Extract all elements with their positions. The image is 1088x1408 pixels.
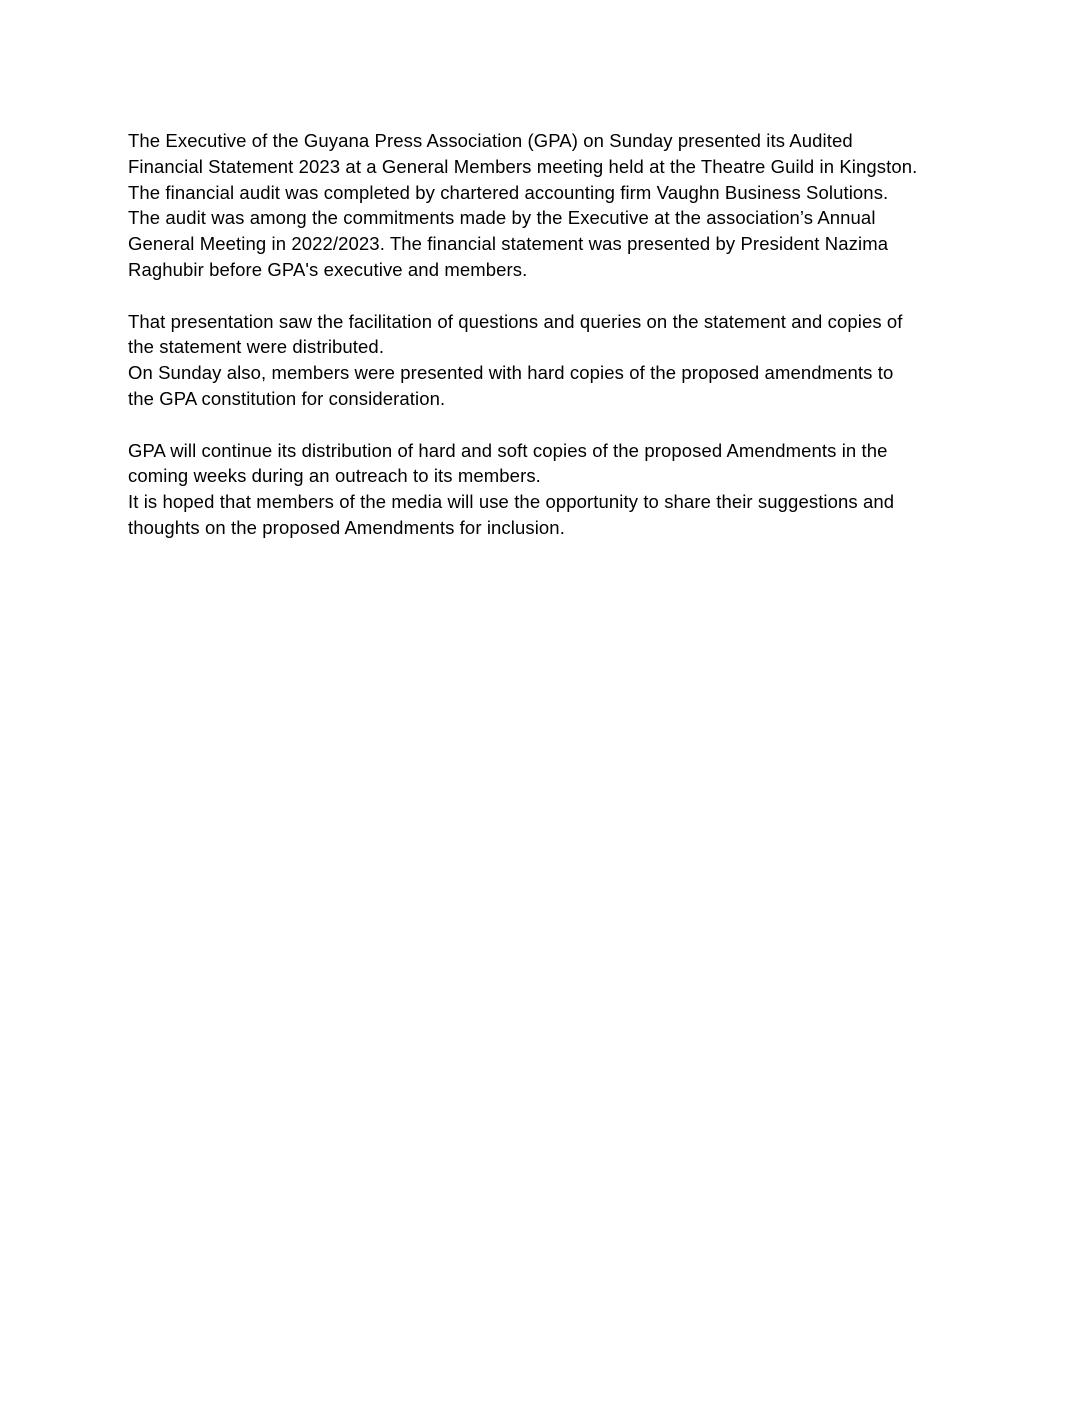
text-line: The audit was among the commitments made by the Executive at the association’s Annual bbox=[128, 207, 876, 229]
text-line: coming weeks during an outreach to its members. bbox=[128, 465, 541, 487]
text-line: thoughts on the proposed Amendments for inclusion. bbox=[128, 516, 565, 538]
text-line: That presentation saw the facilitation of questions and queries on the statement and copies of bbox=[128, 310, 903, 332]
text-line: Raghubir before GPA's executive and members. bbox=[128, 258, 528, 280]
text-line: The financial audit was completed by chartered accounting firm Vaughn Business Solutions. bbox=[128, 181, 889, 203]
text-line: General Meeting in 2022/2023. The financial statement was presented by President Nazima bbox=[128, 233, 889, 255]
text-line: The Executive of the Guyana Press Association (GPA) on Sunday presented its Audited bbox=[128, 130, 853, 151]
paragraph-audit-presentation bbox=[128, 128, 964, 283]
text-line: the statement were distributed. bbox=[128, 336, 385, 358]
text-line: On Sunday also, members were presented with hard copies of the proposed amendments to bbox=[128, 362, 894, 384]
text-line: It is hoped that members of the media will use the opportunity to share their suggestions and bbox=[128, 491, 895, 513]
text-line: Financial Statement 2023 at a General Members meeting held at the Theatre Guild in Kingston. bbox=[128, 155, 918, 177]
document-body bbox=[128, 128, 964, 541]
paragraph-amendments-outreach bbox=[128, 438, 964, 541]
paragraph-statement-distribution bbox=[128, 309, 964, 412]
text-line: the GPA constitution for consideration. bbox=[128, 387, 446, 409]
text-line: GPA will continue its distribution of hard and soft copies of the proposed Amendments in the bbox=[128, 439, 888, 461]
